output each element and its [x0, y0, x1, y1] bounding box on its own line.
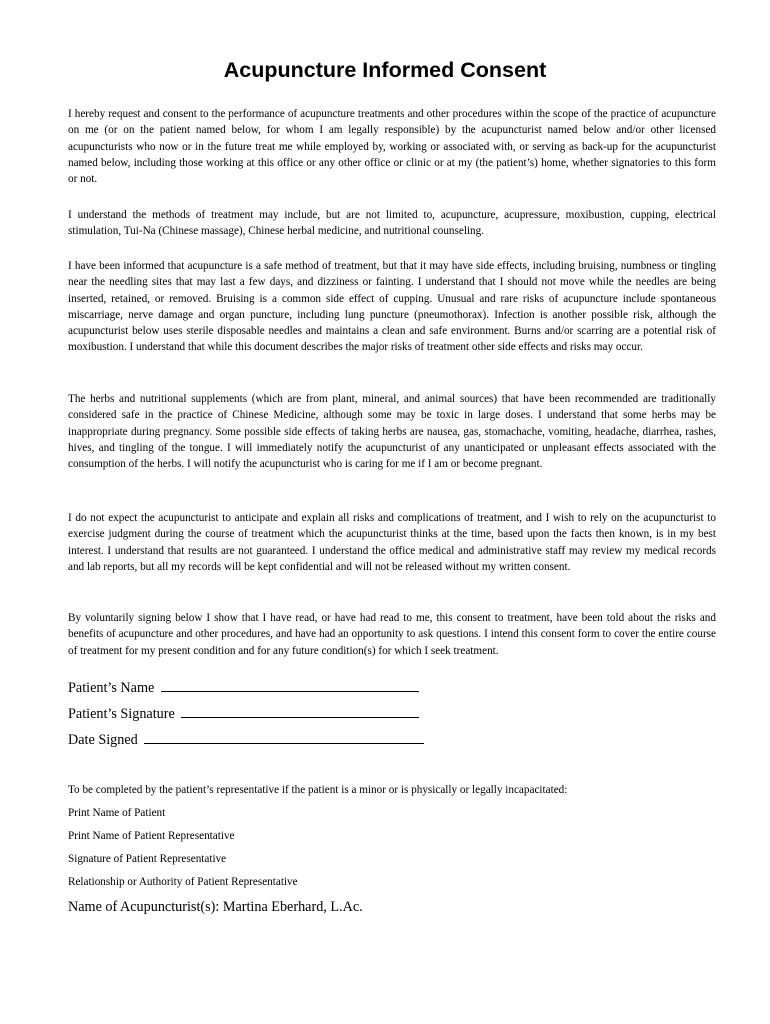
- patient-signature-row: [68, 703, 419, 723]
- patient-name-field[interactable]: [161, 677, 419, 692]
- relationship-representative-label: Relationship or Authority of Patient Representative: [68, 876, 298, 888]
- paragraph-consent-request: I hereby request and consent to the performance of acupuncture treatments and other procedures within the scope of the practice of acupuncture on me (or on the patient named below, for whom I am legally responsible) by the acupuncturist named below and/or other licensed acupuncturists who now or in the future treat me while employed by, working or associated with, or serving as back-up for the acupuncturist named below, including those working at this office or any other office or clinic or at my (the patient’s) home, whether signatories to this form or not.: [68, 108, 716, 186]
- acupuncturist-name: Name of Acupuncturist(s): Martina Eberhard, L.Ac.: [68, 899, 363, 915]
- date-signed-label: Date Signed: [68, 732, 138, 748]
- paragraph-treatment-methods: I understand the methods of treatment may include, but are not limited to, acupuncture, acupressure, moxibustion, cupping, electrical stimulation, Tui-Na (Chinese massage), Chinese herbal medicine, and nutritional counseling.: [68, 209, 716, 238]
- print-name-representative-label: Print Name of Patient Representative: [68, 830, 235, 842]
- patient-name-label: Patient’s Name: [68, 680, 155, 696]
- paragraph-voluntary-signing: By voluntarily signing below I show that I have read, or have had read to me, this consent to treatment, have been told about the risks and benefits of acupuncture and other procedures, and have had an opportunity to ask questions. I intend this consent form to cover the entire course of treatment for my present condition and for any future condition(s) for which I seek treatment.: [68, 612, 716, 657]
- date-signed-row: [68, 729, 424, 749]
- patient-name-row: [68, 677, 419, 697]
- date-signed-field[interactable]: [144, 729, 424, 744]
- patient-signature-field[interactable]: [181, 703, 419, 718]
- paragraph-judgment: I do not expect the acupuncturist to anticipate and explain all risks and complications of treatment, and I wish to rely on the acupuncturist to exercise judgment during the course of treatment which the acupuncturist thinks at the time, based upon the facts then known, is in my best interest. I understand that results are not guaranteed. I understand the office medical and administrative staff may review my medical records and lab reports, but all my records will be kept confidential and will not be released without my written consent.: [68, 512, 716, 573]
- document-title: Acupuncture Informed Consent: [223, 58, 547, 82]
- representative-intro: To be completed by the patient’s representative if the patient is a minor or is physically or legally incapacitated:: [68, 784, 568, 796]
- signature-representative-label: Signature of Patient Representative: [68, 853, 227, 865]
- paragraph-herb-risks: The herbs and nutritional supplements (which are from plant, mineral, and animal sources) that have been recommended are traditionally considered safe in the practice of Chinese Medicine, although some may be toxic in large doses. I understand that some herbs may be inappropriate during pregnancy. Some possible side effects of taking herbs are nausea, gas, stomachache, vomiting, headache, diarrhea, rashes, hives, and tingling of the tongue. I will immediately notify the acupuncturist of any unanticipated or unpleasant effects associated with the consumption of the herbs. I will notify the acupuncturist who is caring for me if I am or become pregnant.: [68, 393, 716, 471]
- patient-signature-label: Patient’s Signature: [68, 706, 175, 722]
- print-name-patient-label: Print Name of Patient: [68, 807, 166, 819]
- paragraph-acupuncture-risks: I have been informed that acupuncture is a safe method of treatment, but that it may have side effects, including bruising, numbness or tingling near the needling sites that may last a few days, and dizziness or fainting. I understand that I should not move while the needles are being inserted, retained, or removed. Bruising is a common side effect of cupping. Unusual and rare risks of acupuncture include spontaneous miscarriage, nerve damage and organ puncture, including lung puncture (pneumothorax). Infection is another possible risk, although the acupuncturist below uses sterile disposable needles and maintains a clean and safe environment. Burns and/or scarring are a potential risk of moxibustion. I understand that while this document describes the major risks of treatment other side effects and risks may occur.: [68, 260, 716, 354]
